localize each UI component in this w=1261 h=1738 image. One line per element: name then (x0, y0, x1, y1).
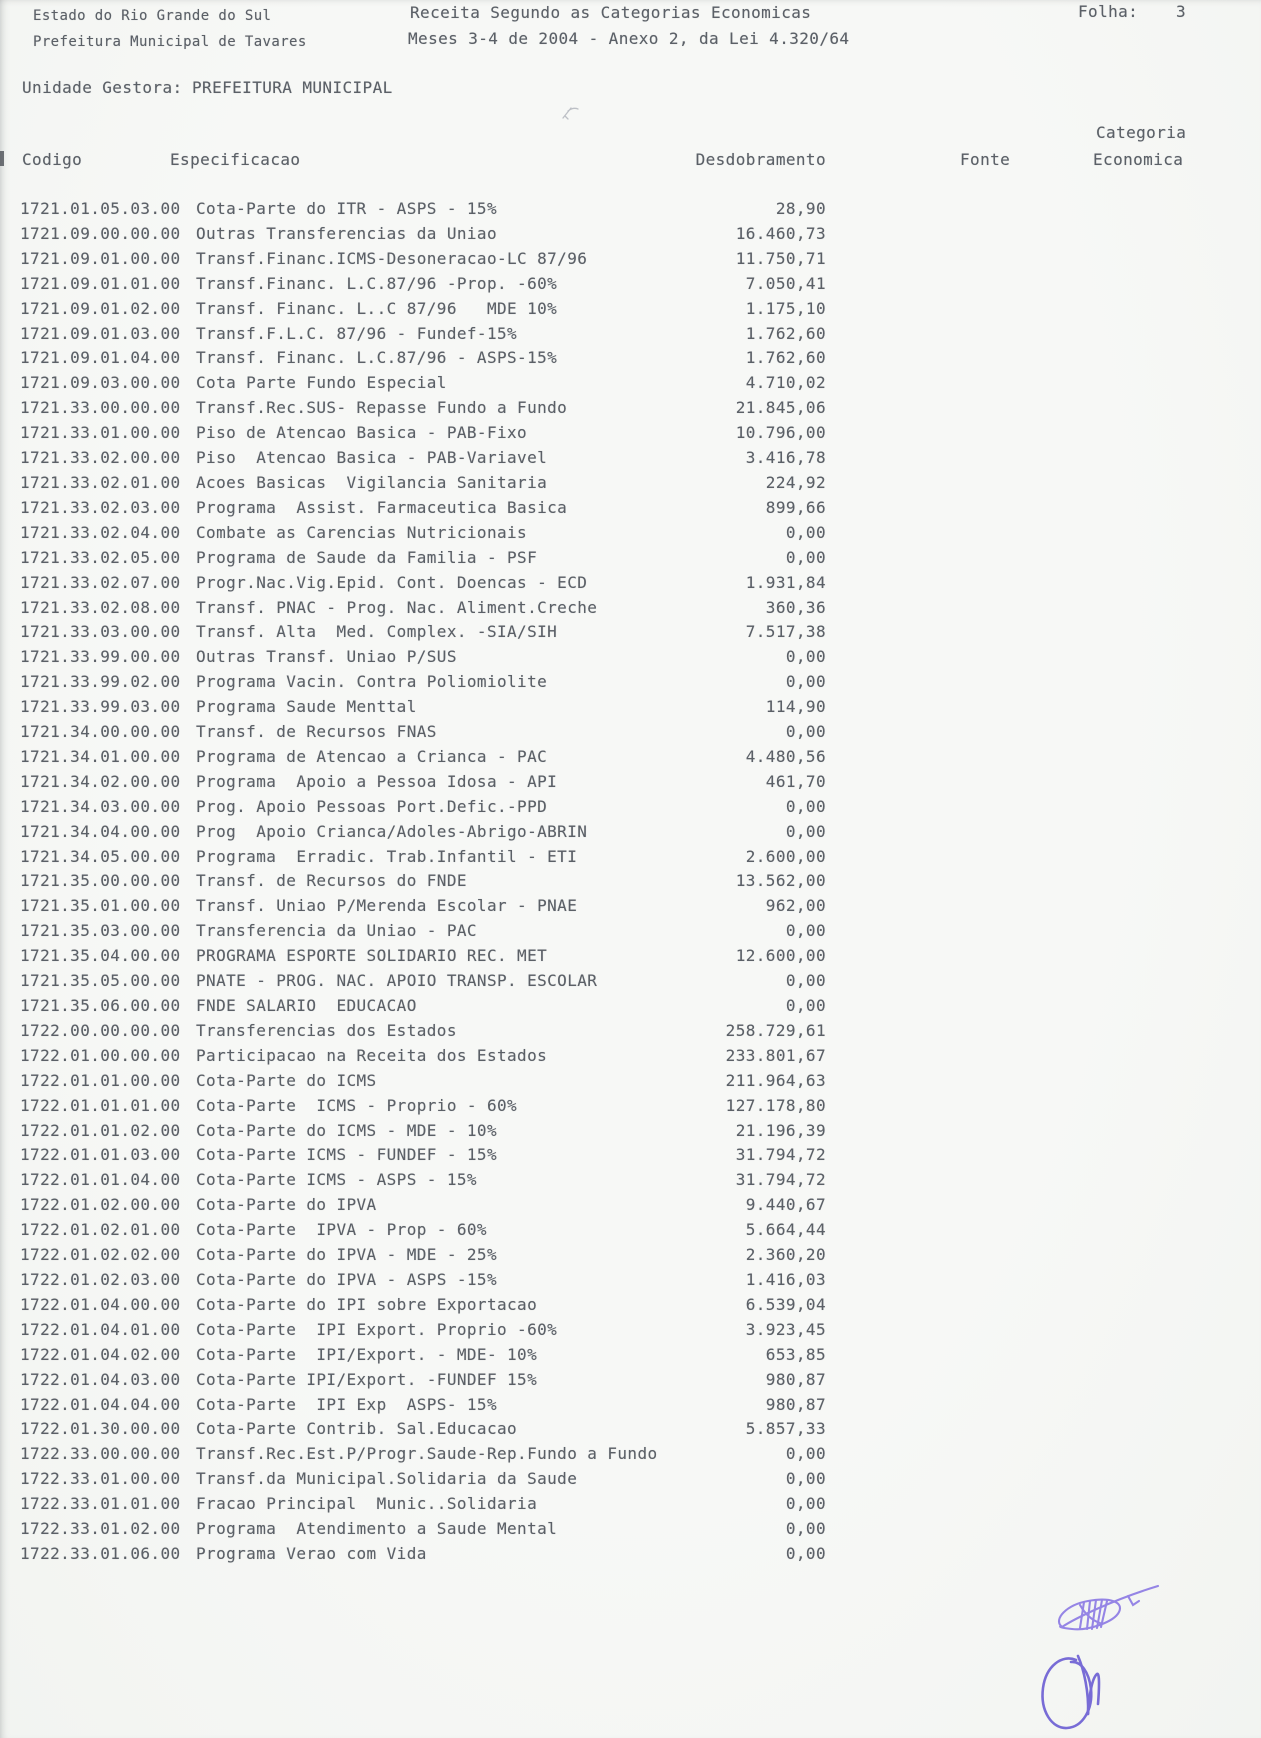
table-row (0, 620, 1261, 645)
report-title: Receita Segundo as Categorias Economicas (410, 3, 812, 22)
row-value: 21.196,39 (735, 1120, 826, 1140)
row-value: 0,00 (785, 647, 826, 667)
row-description: Cota-Parte do IPVA - MDE - 25% (196, 1245, 497, 1265)
row-code: 1722.01.01.04.00 (20, 1170, 181, 1190)
row-code: 1721.33.02.03.00 (20, 497, 181, 517)
table-row (0, 1368, 1261, 1393)
org-name-line1: Estado do Rio Grande do Sul (33, 8, 272, 24)
row-description: Transf. Alta Med. Complex. -SIA/SIH (196, 622, 558, 642)
table-row (0, 1168, 1261, 1193)
row-value: 3.923,45 (745, 1319, 826, 1339)
row-code: 1721.09.01.03.00 (20, 323, 181, 343)
row-description: Cota-Parte ICMS - ASPS - 15% (196, 1170, 477, 1190)
table-row (0, 795, 1261, 820)
table-row (0, 745, 1261, 770)
row-description: Programa Apoio a Pessoa Idosa - API (196, 771, 558, 791)
table-row (0, 571, 1261, 596)
row-code: 1721.35.05.00.00 (20, 971, 181, 991)
row-value: 980,87 (765, 1369, 826, 1389)
row-code: 1721.33.99.03.00 (20, 697, 181, 717)
row-description: Transf.Rec.Est.P/Progr.Saude-Rep.Fundo a Fundo (196, 1444, 658, 1464)
row-description: Cota-Parte IPI/Export. -FUNDEF 15% (196, 1369, 538, 1389)
row-value: 653,85 (765, 1344, 826, 1364)
report-subtitle: Meses 3-4 de 2004 - Anexo 2, da Lei 4.320/64 (408, 29, 850, 48)
table-row (0, 1492, 1261, 1517)
row-value: 3.416,78 (745, 448, 826, 468)
row-code: 1722.33.00.00.00 (20, 1444, 181, 1464)
row-code: 1722.01.02.03.00 (20, 1269, 181, 1289)
row-code: 1722.01.02.01.00 (20, 1220, 181, 1240)
row-description: Cota-Parte Contrib. Sal.Educacao (196, 1419, 518, 1439)
row-code: 1721.35.04.00.00 (20, 946, 181, 966)
table-row (0, 695, 1261, 720)
table-row (0, 969, 1261, 994)
row-code: 1721.33.99.02.00 (20, 672, 181, 692)
row-code: 1721.35.00.00.00 (20, 871, 181, 891)
row-code: 1721.33.01.00.00 (20, 423, 181, 443)
signature-scribble-upper (1040, 1572, 1170, 1642)
folha-value: 3 (1176, 2, 1187, 21)
row-value: 7.050,41 (745, 273, 826, 293)
column-header-especificacao: Especificacao (170, 150, 301, 169)
table-row (0, 845, 1261, 870)
row-description: Cota-Parte do ITR - ASPS - 15% (196, 199, 497, 218)
org-name-line2: Prefeitura Municipal de Tavares (33, 34, 307, 50)
table-row (0, 820, 1261, 845)
table-row (0, 869, 1261, 894)
row-value: 1.416,03 (745, 1269, 826, 1289)
row-description: Programa Atendimento a Saude Mental (196, 1519, 558, 1539)
table-row (0, 322, 1261, 347)
row-description: Cota-Parte do ICMS (196, 1070, 377, 1090)
row-value: 13.562,00 (735, 871, 826, 891)
row-description: Cota-Parte ICMS - FUNDEF - 15% (196, 1145, 497, 1165)
row-description: FNDE SALARIO EDUCACAO (196, 996, 417, 1015)
row-value: 16.460,73 (735, 223, 826, 243)
row-code: 1721.33.02.08.00 (20, 597, 181, 617)
row-value: 12.600,00 (735, 946, 826, 966)
row-value: 211.964,63 (725, 1070, 826, 1090)
table-row (0, 247, 1261, 272)
table-row (0, 297, 1261, 322)
row-value: 258.729,61 (725, 1020, 826, 1040)
table-row (0, 1318, 1261, 1343)
row-description: Prog. Apoio Pessoas Port.Defic.-PPD (196, 796, 548, 816)
row-value: 127.178,80 (725, 1095, 826, 1115)
row-code: 1721.01.05.03.00 (20, 199, 181, 218)
row-value: 0,00 (785, 1543, 826, 1563)
row-description: PROGRAMA ESPORTE SOLIDARIO REC. MET (196, 946, 548, 966)
row-code: 1722.01.01.02.00 (20, 1120, 181, 1140)
row-value: 31.794,72 (735, 1170, 826, 1190)
row-value: 0,00 (785, 672, 826, 692)
row-description: Transf. Uniao P/Merenda Escolar - PNAE (196, 896, 578, 916)
row-code: 1722.01.01.00.00 (20, 1070, 181, 1090)
signature-initial-lower (1032, 1648, 1112, 1738)
row-code: 1721.34.00.00.00 (20, 722, 181, 742)
unidade-gestora-value: PREFEITURA MUNICIPAL (192, 78, 393, 97)
row-description: Cota-Parte IPVA - Prop - 60% (196, 1220, 487, 1240)
table-row (0, 1243, 1261, 1268)
unidade-gestora-label: Unidade Gestora: (22, 78, 183, 97)
row-description: Cota-Parte ICMS - Proprio - 60% (196, 1095, 518, 1115)
table-row (0, 272, 1261, 297)
row-description: Prog Apoio Crianca/Adoles-Abrigo-ABRIN (196, 821, 588, 841)
row-description: Combate as Carencias Nutricionais (196, 522, 528, 542)
row-value: 360,36 (765, 597, 826, 617)
row-value: 0,00 (785, 821, 826, 841)
row-value: 21.845,06 (735, 398, 826, 418)
row-description: Programa Erradic. Trab.Infantil - ETI (196, 846, 578, 866)
table-row (0, 1293, 1261, 1318)
row-value: 1.762,60 (745, 323, 826, 343)
row-description: Outras Transf. Uniao P/SUS (196, 647, 457, 667)
row-value: 2.360,20 (745, 1245, 826, 1265)
table-row (0, 521, 1261, 546)
row-description: Transf.Financ.ICMS-Desoneracao-LC 87/96 (196, 248, 588, 268)
row-code: 1722.33.01.00.00 (20, 1469, 181, 1489)
row-description: Cota-Parte IPI Export. Proprio -60% (196, 1319, 558, 1339)
row-description: Programa Assist. Farmaceutica Basica (196, 497, 568, 517)
table-row (0, 1143, 1261, 1168)
row-value: 962,00 (765, 896, 826, 916)
row-description: Programa de Atencao a Crianca - PAC (196, 746, 548, 766)
row-description: Transf.F.L.C. 87/96 - Fundef-15% (196, 323, 518, 343)
row-value: 2.600,00 (745, 846, 826, 866)
row-value: 28,90 (775, 199, 826, 218)
row-value: 0,00 (785, 1469, 826, 1489)
table-row (0, 720, 1261, 745)
table-row (0, 1517, 1261, 1542)
table-row (0, 1218, 1261, 1243)
table-row (0, 546, 1261, 571)
row-description: Transf. Financ. L..C 87/96 MDE 10% (196, 298, 558, 318)
row-description: Transf. de Recursos do FNDE (196, 871, 467, 891)
row-description: Piso de Atencao Basica - PAB-Fixo (196, 423, 528, 443)
row-code: 1721.34.03.00.00 (20, 796, 181, 816)
table-row (0, 496, 1261, 521)
table-rows (0, 197, 1261, 1567)
row-value: 1.931,84 (745, 572, 826, 592)
table-row (0, 1119, 1261, 1144)
table-row (0, 371, 1261, 396)
row-code: 1722.33.01.06.00 (20, 1543, 181, 1563)
table-row (0, 645, 1261, 670)
row-description: Cota-Parte IPI Exp ASPS- 15% (196, 1394, 497, 1414)
row-code: 1721.33.02.07.00 (20, 572, 181, 592)
row-value: 0,00 (785, 996, 826, 1015)
row-value: 114,90 (765, 697, 826, 717)
row-value: 9.440,67 (745, 1195, 826, 1215)
row-value: 4.710,02 (745, 373, 826, 393)
row-description: Programa de Saude da Familia - PSF (196, 547, 538, 567)
row-value: 11.750,71 (735, 248, 826, 268)
scan-edge-mark (0, 151, 4, 166)
row-value: 461,70 (765, 771, 826, 791)
table-row (0, 421, 1261, 446)
row-value: 0,00 (785, 796, 826, 816)
table-row (0, 1193, 1261, 1218)
row-code: 1721.33.02.00.00 (20, 448, 181, 468)
row-description: Transf.Rec.SUS- Repasse Fundo a Fundo (196, 398, 568, 418)
row-value: 0,00 (785, 547, 826, 567)
row-code: 1722.01.04.00.00 (20, 1294, 181, 1314)
table-row (0, 222, 1261, 247)
row-code: 1722.01.01.03.00 (20, 1145, 181, 1165)
row-description: Transf. PNAC - Prog. Nac. Aliment.Creche (196, 597, 598, 617)
row-code: 1721.33.02.05.00 (20, 547, 181, 567)
table-row (0, 1343, 1261, 1368)
row-description: Outras Transferencias da Uniao (196, 223, 497, 243)
row-code: 1721.34.04.00.00 (20, 821, 181, 841)
row-code: 1721.34.05.00.00 (20, 846, 181, 866)
row-value: 6.539,04 (745, 1294, 826, 1314)
row-description: Fracao Principal Munic..Solidaria (196, 1494, 538, 1514)
row-value: 233.801,67 (725, 1045, 826, 1065)
row-code: 1721.09.01.04.00 (20, 348, 181, 368)
row-description: Cota-Parte do ICMS - MDE - 10% (196, 1120, 497, 1140)
table-row (0, 1069, 1261, 1094)
row-code: 1721.33.02.01.00 (20, 472, 181, 492)
table-row (0, 994, 1261, 1019)
row-code: 1722.33.01.01.00 (20, 1494, 181, 1514)
row-code: 1721.09.01.02.00 (20, 298, 181, 318)
table-row (0, 1094, 1261, 1119)
row-code: 1721.33.03.00.00 (20, 622, 181, 642)
row-code: 1721.09.00.00.00 (20, 223, 181, 243)
table-row (0, 1044, 1261, 1069)
row-value: 0,00 (785, 1494, 826, 1514)
row-value: 1.175,10 (745, 298, 826, 318)
row-code: 1721.09.01.01.00 (20, 273, 181, 293)
row-description: Transf.da Municipal.Solidaria da Saude (196, 1469, 578, 1489)
row-code: 1722.01.04.03.00 (20, 1369, 181, 1389)
row-code: 1722.01.04.02.00 (20, 1344, 181, 1364)
row-description: Cota-Parte do IPVA - ASPS -15% (196, 1269, 497, 1289)
table-row (0, 1467, 1261, 1492)
table-row (0, 1442, 1261, 1467)
row-code: 1722.01.30.00.00 (20, 1419, 181, 1439)
row-value: 0,00 (785, 1519, 826, 1539)
row-code: 1721.34.01.00.00 (20, 746, 181, 766)
column-header-categoria-line1: Categoria (1096, 123, 1187, 142)
row-description: Transferencia da Uniao - PAC (196, 921, 477, 941)
row-code: 1721.33.99.00.00 (20, 647, 181, 667)
row-code: 1722.01.00.00.00 (20, 1045, 181, 1065)
table-row (0, 1417, 1261, 1442)
scan-artifact-mark (556, 100, 586, 124)
row-value: 899,66 (765, 497, 826, 517)
row-description: Progr.Nac.Vig.Epid. Cont. Doencas - ECD (196, 572, 588, 592)
row-value: 5.664,44 (745, 1220, 826, 1240)
row-value: 980,87 (765, 1394, 826, 1414)
column-header-categoria-line2: Economica (1093, 150, 1184, 169)
row-code: 1721.35.01.00.00 (20, 896, 181, 916)
table-row (0, 1268, 1261, 1293)
table-row (0, 396, 1261, 421)
row-description: Transf. Financ. L.C.87/96 - ASPS-15% (196, 348, 558, 368)
table-row (0, 944, 1261, 969)
table-row (0, 197, 1261, 222)
column-header-desdobramento: Desdobramento (695, 150, 826, 169)
table-row (0, 1019, 1261, 1044)
row-description: Programa Verao com Vida (196, 1543, 427, 1563)
row-code: 1722.01.04.01.00 (20, 1319, 181, 1339)
row-description: Programa Saude Menttal (196, 697, 417, 717)
row-value: 0,00 (785, 971, 826, 991)
folha-label: Folha: (1078, 2, 1139, 21)
column-header-codigo: Codigo (22, 150, 83, 169)
row-value: 10.796,00 (735, 423, 826, 443)
row-value: 31.794,72 (735, 1145, 826, 1165)
row-code: 1721.33.02.04.00 (20, 522, 181, 542)
table-row (0, 1542, 1261, 1567)
row-description: Transferencias dos Estados (196, 1020, 457, 1040)
row-description: Transf.Financ. L.C.87/96 -Prop. -60% (196, 273, 558, 293)
row-description: Cota-Parte IPI/Export. - MDE- 10% (196, 1344, 538, 1364)
row-value: 7.517,38 (745, 622, 826, 642)
row-description: Cota Parte Fundo Especial (196, 373, 447, 393)
table-row (0, 894, 1261, 919)
table-row (0, 471, 1261, 496)
row-description: Cota-Parte do IPVA (196, 1195, 377, 1215)
row-code: 1721.09.03.00.00 (20, 373, 181, 393)
column-header-fonte: Fonte (960, 150, 1011, 169)
row-value: 0,00 (785, 722, 826, 742)
row-code: 1722.01.04.04.00 (20, 1394, 181, 1414)
table-row (0, 446, 1261, 471)
row-value: 0,00 (785, 522, 826, 542)
row-code: 1721.33.00.00.00 (20, 398, 181, 418)
row-code: 1721.09.01.00.00 (20, 248, 181, 268)
row-value: 4.480,56 (745, 746, 826, 766)
table-row (0, 346, 1261, 371)
row-description: Participacao na Receita dos Estados (196, 1045, 548, 1065)
table-row (0, 1393, 1261, 1418)
row-value: 0,00 (785, 921, 826, 941)
row-description: Transf. de Recursos FNAS (196, 722, 437, 742)
row-code: 1722.01.01.01.00 (20, 1095, 181, 1115)
row-description: PNATE - PROG. NAC. APOIO TRANSP. ESCOLAR (196, 971, 598, 991)
row-description: Piso Atencao Basica - PAB-Variavel (196, 448, 548, 468)
table-row (0, 670, 1261, 695)
row-code: 1721.35.06.00.00 (20, 996, 181, 1015)
table-row (0, 919, 1261, 944)
row-description: Programa Vacin. Contra Poliomiolite (196, 672, 548, 692)
table-row (0, 596, 1261, 621)
row-code: 1721.34.02.00.00 (20, 771, 181, 791)
row-code: 1722.00.00.00.00 (20, 1020, 181, 1040)
row-value: 5.857,33 (745, 1419, 826, 1439)
row-code: 1721.35.03.00.00 (20, 921, 181, 941)
row-code: 1722.33.01.02.00 (20, 1519, 181, 1539)
row-value: 0,00 (785, 1444, 826, 1464)
table-row (0, 770, 1261, 795)
row-description: Acoes Basicas Vigilancia Sanitaria (196, 472, 548, 492)
row-code: 1722.01.02.00.00 (20, 1195, 181, 1215)
row-description: Cota-Parte do IPI sobre Exportacao (196, 1294, 538, 1314)
row-value: 224,92 (765, 472, 826, 492)
row-code: 1722.01.02.02.00 (20, 1245, 181, 1265)
row-value: 1.762,60 (745, 348, 826, 368)
